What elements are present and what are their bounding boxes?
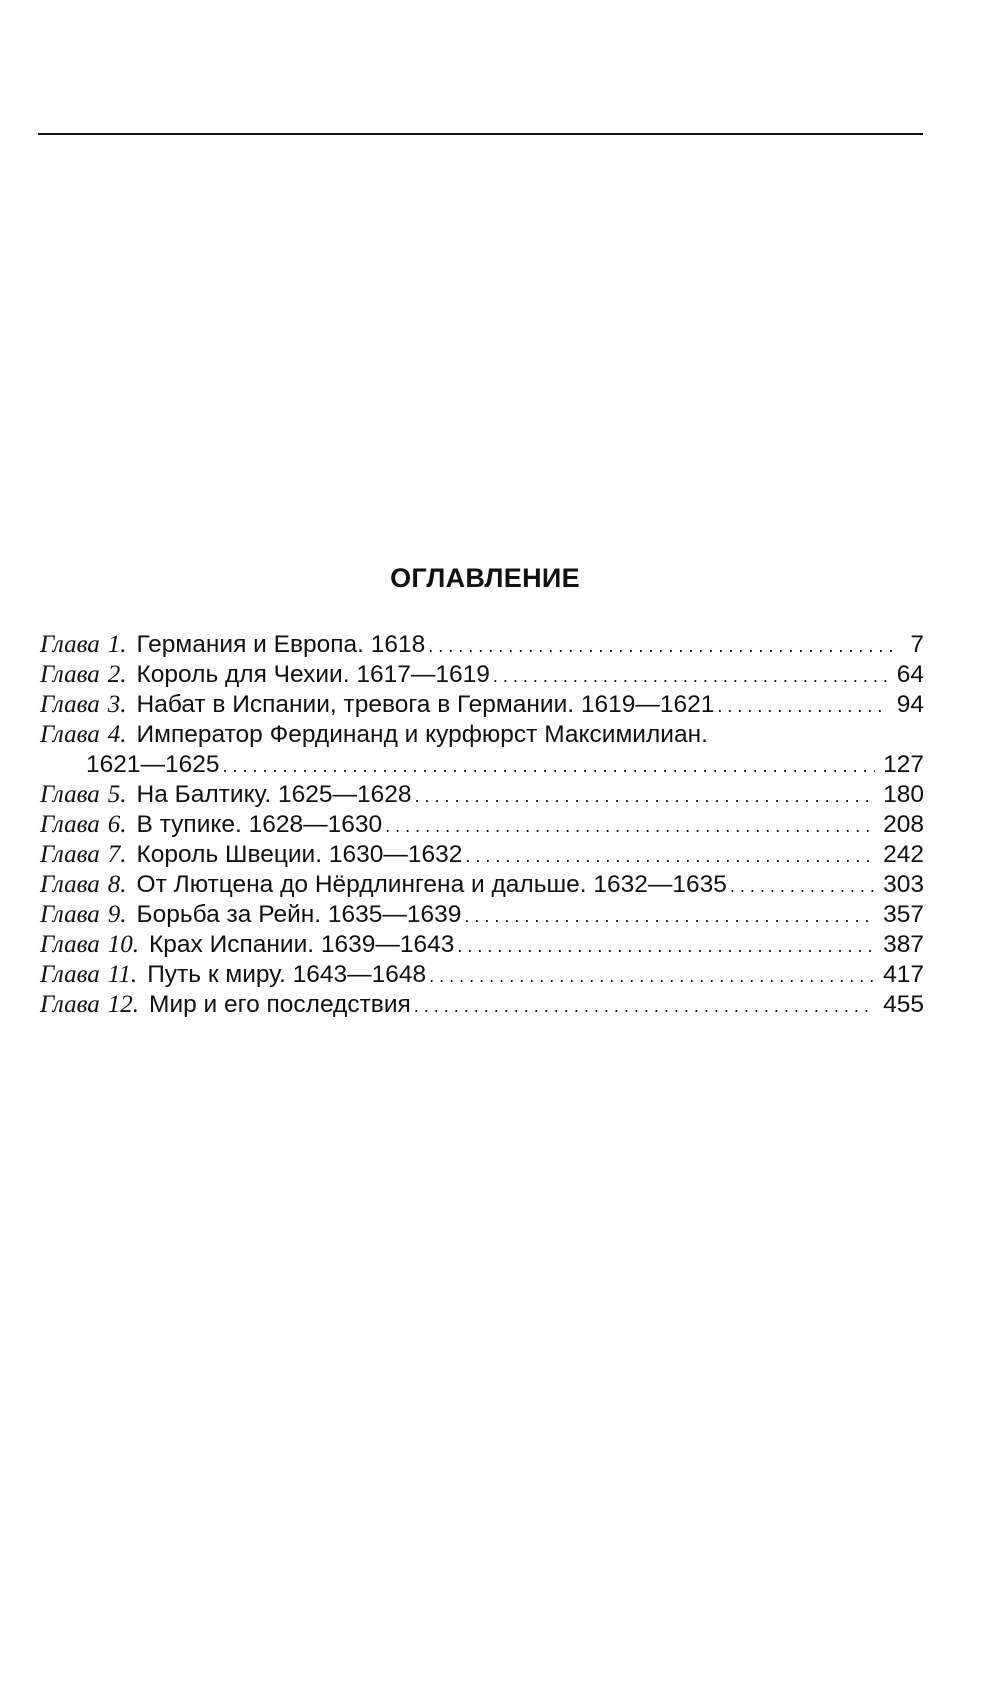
page-number: 455	[883, 991, 924, 1018]
toc-line	[40, 870, 924, 900]
chapter-word: Глава	[40, 841, 100, 868]
toc-line	[40, 660, 924, 690]
chapter-number: 10.	[107, 931, 140, 958]
chapter-title: Мир и его последствия	[149, 991, 411, 1018]
toc-line	[40, 960, 924, 990]
chapter-number: 7.	[107, 841, 127, 868]
chapter-label	[40, 990, 139, 1020]
top-rule	[38, 133, 923, 135]
toc-entry[interactable]	[40, 840, 924, 870]
chapter-label	[40, 630, 127, 660]
dot-leader	[493, 661, 889, 691]
toc-line-continuation	[40, 750, 924, 780]
chapter-label	[40, 780, 127, 810]
chapter-label	[40, 690, 127, 720]
toc-entry[interactable]	[40, 870, 924, 900]
toc-entry[interactable]	[40, 690, 924, 720]
chapter-word: Глава	[40, 961, 100, 988]
toc-line	[40, 780, 924, 810]
chapter-title: Борьба за Рейн. 1635—1639	[136, 901, 462, 928]
chapter-word: Глава	[40, 781, 100, 808]
chapter-label	[40, 900, 127, 930]
chapter-label	[40, 870, 127, 900]
page-number: 94	[896, 691, 924, 718]
chapter-word: Глава	[40, 991, 100, 1018]
toc-line	[40, 990, 924, 1020]
chapter-number: 6.	[107, 811, 127, 838]
dot-leader	[414, 991, 875, 1021]
dot-leader	[223, 751, 876, 781]
dot-leader	[464, 901, 875, 931]
page-number: 387	[883, 931, 924, 958]
chapter-number: 4.	[107, 721, 127, 748]
chapter-word: Глава	[40, 691, 100, 718]
chapter-word: Глава	[40, 931, 100, 958]
dot-leader	[730, 871, 875, 901]
page-number: 64	[896, 661, 924, 688]
toc-entry[interactable]	[40, 960, 924, 990]
page-number: 417	[883, 961, 924, 988]
chapter-word: Глава	[40, 661, 100, 688]
chapter-label	[40, 840, 127, 870]
chapter-title-continuation: 1621—1625	[86, 751, 220, 778]
chapter-title: Крах Испании. 1639—1643	[149, 931, 455, 958]
toc-entry[interactable]	[40, 660, 924, 690]
toc-line	[40, 930, 924, 960]
chapter-title: Император Фердинанд и курфюрст Максимилиан.	[136, 721, 708, 748]
chapter-number: 2.	[107, 661, 127, 688]
chapter-title: Король Швеции. 1630—1632	[136, 841, 463, 868]
toc-line	[40, 720, 924, 750]
chapter-title: Путь к миру. 1643—1648	[147, 961, 427, 988]
toc-line	[40, 810, 924, 840]
chapter-number: 11.	[107, 961, 138, 988]
toc-line	[40, 900, 924, 930]
toc-entry[interactable]	[40, 810, 924, 840]
toc-entry[interactable]	[40, 720, 924, 780]
chapter-word: Глава	[40, 871, 100, 898]
chapter-label	[40, 810, 127, 840]
chapter-number: 3.	[107, 691, 127, 718]
table-of-contents	[40, 630, 924, 1020]
chapter-number: 8.	[107, 871, 127, 898]
dot-leader	[465, 841, 875, 871]
chapter-word: Глава	[40, 901, 100, 928]
chapter-title: На Балтику. 1625—1628	[136, 781, 412, 808]
toc-line	[40, 690, 924, 720]
page-number: 357	[883, 901, 924, 928]
chapter-label	[40, 660, 127, 690]
dot-leader	[428, 631, 892, 661]
toc-entry[interactable]	[40, 930, 924, 960]
chapter-number: 1.	[107, 631, 127, 658]
page-number: 303	[883, 871, 924, 898]
chapter-label	[40, 720, 127, 750]
toc-entry[interactable]	[40, 780, 924, 810]
dot-leader	[385, 811, 875, 841]
toc-line	[40, 630, 924, 660]
dot-leader	[429, 961, 875, 991]
chapter-number: 5.	[107, 781, 127, 808]
toc-line	[40, 840, 924, 870]
page-number: 208	[883, 811, 924, 838]
chapter-number: 12.	[107, 991, 140, 1018]
chapter-number: 9.	[107, 901, 127, 928]
chapter-word: Глава	[40, 721, 100, 748]
chapter-title: В тупике. 1628—1630	[136, 811, 383, 838]
chapter-label	[40, 930, 139, 960]
chapter-word: Глава	[40, 811, 100, 838]
chapter-title: Король для Чехии. 1617—1619	[136, 661, 490, 688]
chapter-label	[40, 960, 137, 990]
page-number: 7	[910, 631, 924, 658]
dot-leader	[717, 691, 888, 721]
dot-leader	[457, 931, 875, 961]
dot-leader	[414, 781, 875, 811]
toc-entry[interactable]	[40, 630, 924, 660]
page-number: 242	[883, 841, 924, 868]
chapter-title: Набат в Испании, тревога в Германии. 1619—1621	[136, 691, 715, 718]
chapter-title: Германия и Европа. 1618	[136, 631, 426, 658]
toc-entry[interactable]	[40, 900, 924, 930]
toc-heading: ОГЛАВЛЕНИЕ	[390, 563, 580, 593]
toc-entry[interactable]	[40, 990, 924, 1020]
page-number: 127	[883, 751, 924, 778]
chapter-title: От Лютцена до Нёрдлингена и дальше. 1632—1635	[136, 871, 727, 898]
chapter-word: Глава	[40, 631, 100, 658]
page-number: 180	[883, 781, 924, 808]
